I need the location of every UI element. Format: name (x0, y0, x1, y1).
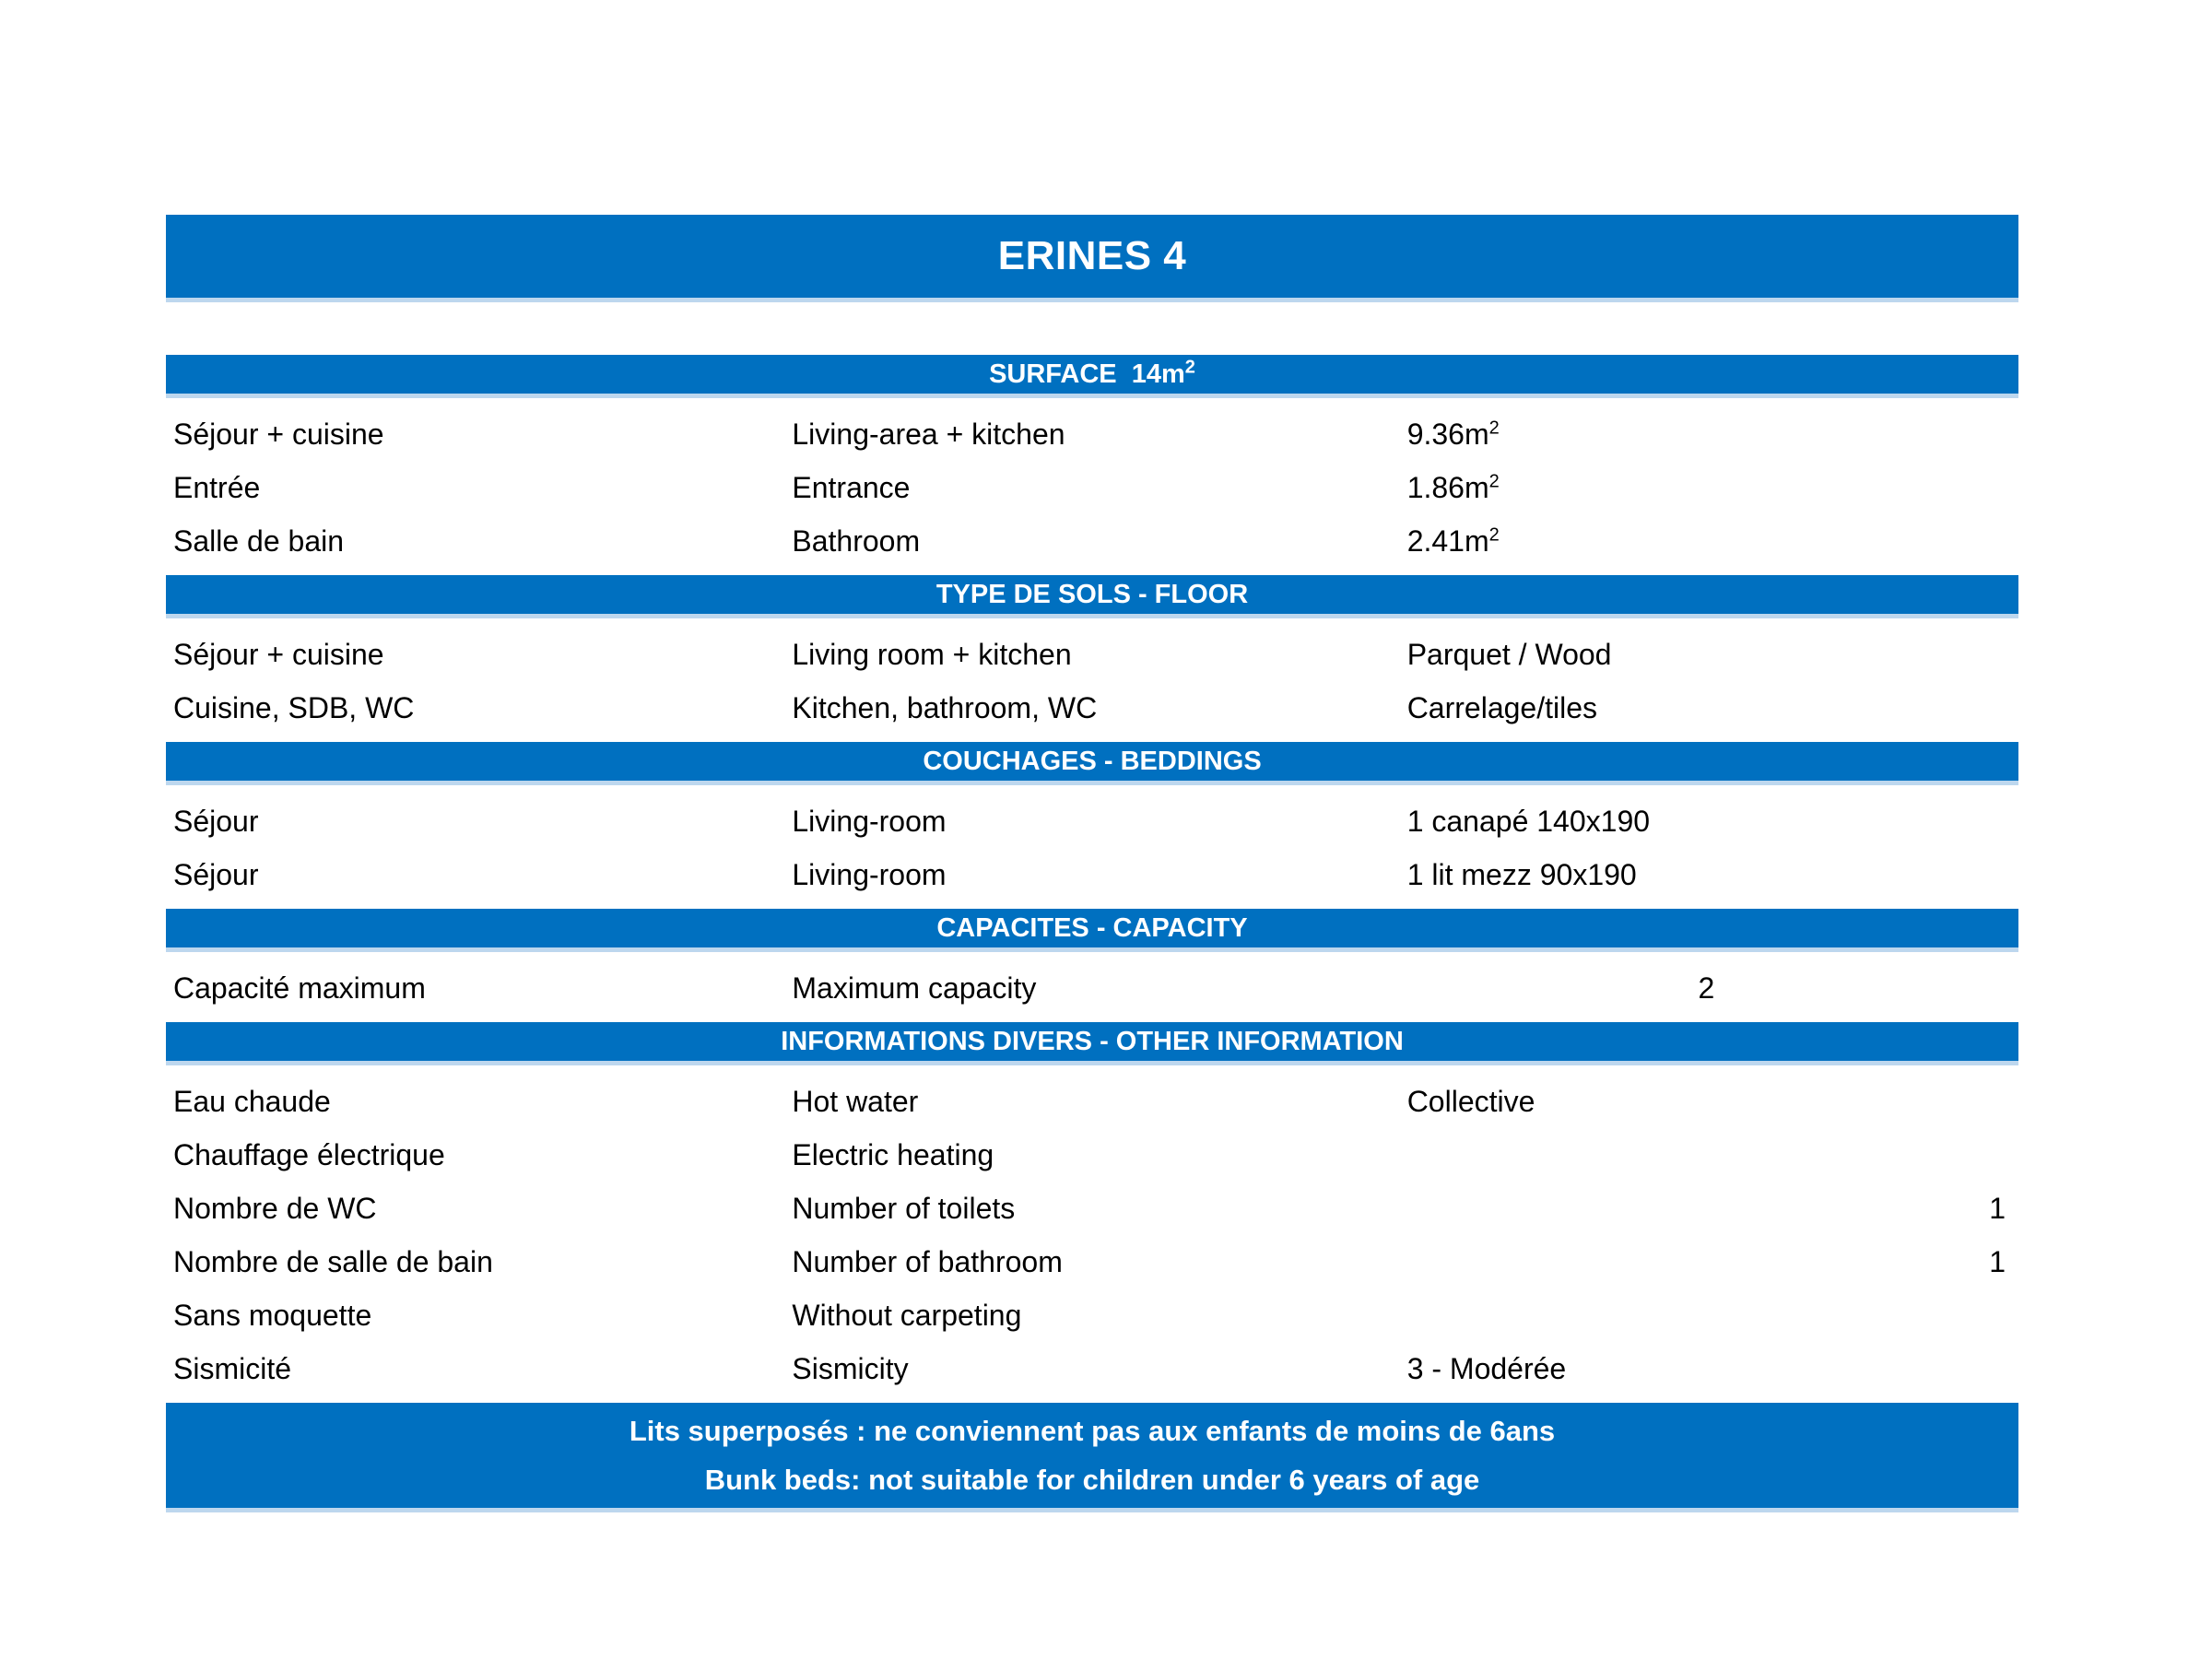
cell-label-fr: Nombre de salle de bain (173, 1244, 493, 1278)
cell-label-fr: Eau chaude (173, 1084, 331, 1118)
table-row (166, 1288, 2018, 1342)
section-header-beddings (166, 742, 2018, 785)
section-rows (166, 952, 2018, 1022)
section-surface (166, 355, 2018, 575)
section-rows (166, 618, 2018, 742)
cell-label-fr: Séjour (173, 857, 259, 891)
cell-value-text: 1.86m (1406, 470, 1489, 504)
superscript: 2 (1488, 524, 1500, 545)
section-other-information (166, 1022, 2018, 1403)
cell-label-en: Sismicity (792, 1351, 909, 1385)
footer-banner (166, 1403, 2018, 1512)
superscript: 2 (1488, 470, 1500, 491)
fact-sheet (166, 215, 2018, 1512)
section-beddings (166, 742, 2018, 909)
section-header-other-information (166, 1022, 2018, 1065)
cell-label-en: Entrance (792, 470, 911, 504)
table-row (166, 461, 2018, 514)
table-row (166, 407, 2018, 461)
cell-label-en: Living-room (792, 857, 947, 891)
section-header-floor (166, 575, 2018, 618)
cell-label-fr: Séjour + cuisine (173, 417, 384, 451)
cell-value: 1 (1989, 1244, 2006, 1278)
cell-value: 3 - Modérée (1406, 1351, 1567, 1385)
section-header-capacity (166, 909, 2018, 952)
section-floor (166, 575, 2018, 742)
section-header-surface (166, 355, 2018, 398)
footer-line-fr: Lits superposés : ne conviennent pas aux enfants de moins de 6ans (629, 1415, 1556, 1447)
cell-value-text: 9.36m (1406, 417, 1489, 451)
cell-value: 1 canapé 140x190 (1406, 804, 1651, 838)
table-row (166, 961, 2018, 1015)
section-header-text (989, 356, 1195, 390)
table-row (166, 628, 2018, 681)
cell-label-en: Kitchen, bathroom, WC (792, 690, 1098, 724)
section-header-text: CAPACITES - CAPACITY (936, 912, 1248, 943)
page-title: ERINES 4 (997, 233, 1187, 278)
title-bar (166, 215, 2018, 302)
table-row (166, 514, 2018, 568)
cell-label-fr: Nombre de WC (173, 1191, 377, 1225)
section-rows (166, 785, 2018, 909)
cell-label-fr: Séjour + cuisine (173, 637, 384, 671)
superscript: 2 (1488, 417, 1500, 438)
cell-label-fr: Entrée (173, 470, 261, 504)
cell-value: 1 lit mezz 90x190 (1406, 857, 1637, 891)
cell-value: 1 (1989, 1191, 2006, 1225)
cell-label-fr: Séjour (173, 804, 259, 838)
cell-label-en: Number of bathroom (792, 1244, 1063, 1278)
cell-label-fr: Sismicité (173, 1351, 292, 1385)
section-rows (166, 398, 2018, 575)
cell-value: Collective (1406, 1084, 1535, 1118)
cell-label-en: Maximum capacity (792, 971, 1037, 1005)
cell-label-en: Living-room (792, 804, 947, 838)
cell-value: Carrelage/tiles (1406, 690, 1597, 724)
table-row (166, 1182, 2018, 1235)
table-row (166, 1235, 2018, 1288)
cell-value: 2 (1698, 971, 1715, 1005)
cell-value: Parquet / Wood (1406, 637, 1612, 671)
cell-label-fr: Sans moquette (173, 1298, 372, 1332)
table-row (166, 1342, 2018, 1395)
section-capacity (166, 909, 2018, 1022)
cell-value-text: 2.41m (1406, 524, 1489, 558)
table-row (166, 1075, 2018, 1128)
cell-label-en: Number of toilets (792, 1191, 1016, 1225)
section-header-text: INFORMATIONS DIVERS - OTHER INFORMATION (781, 1026, 1404, 1056)
cell-value (1407, 471, 2018, 505)
cell-label-en: Living room + kitchen (792, 637, 1072, 671)
cell-label-fr: Salle de bain (173, 524, 345, 558)
cell-label-en: Bathroom (792, 524, 921, 558)
cell-label-fr: Capacité maximum (173, 971, 426, 1005)
section-header-text: COUCHAGES - BEDDINGS (923, 746, 1262, 776)
cell-label-en: Living-area + kitchen (792, 417, 1065, 451)
cell-value (1407, 418, 2018, 452)
section-rows (166, 1065, 2018, 1403)
cell-label-fr: Chauffage électrique (173, 1137, 445, 1171)
footer-line-en: Bunk beds: not suitable for children under 6 years of age (704, 1464, 1480, 1496)
table-row (166, 848, 2018, 901)
cell-label-en: Without carpeting (792, 1298, 1022, 1332)
cell-label-en: Electric heating (792, 1137, 994, 1171)
table-row (166, 681, 2018, 735)
cell-label-fr: Cuisine, SDB, WC (173, 690, 415, 724)
cell-value (1407, 524, 2018, 559)
table-row (166, 794, 2018, 848)
table-row (166, 1128, 2018, 1182)
superscript: 2 (1184, 356, 1195, 377)
cell-label-en: Hot water (792, 1084, 919, 1118)
section-header-base: SURFACE 14m (989, 359, 1185, 389)
section-header-text: TYPE DE SOLS - FLOOR (935, 579, 1249, 609)
